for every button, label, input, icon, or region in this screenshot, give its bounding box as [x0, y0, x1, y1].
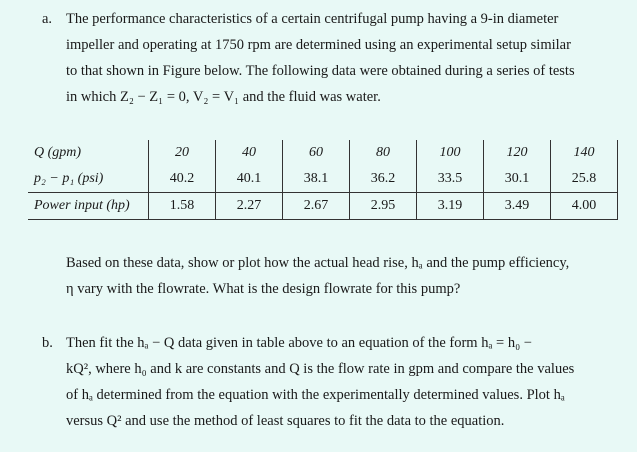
table-cell: 100 — [417, 140, 484, 166]
table-cell: 4.00 — [551, 193, 618, 220]
table-cell: 3.49 — [484, 193, 551, 220]
part-b-paragraph — [66, 330, 614, 434]
part-b-line: Then fit the hₐ − Q data given in table above to an equation of the form hₐ = h₀ − — [66, 335, 532, 351]
table-cell: 2.95 — [350, 193, 417, 220]
part-a-paragraph — [66, 6, 606, 110]
table-cell: 3.19 — [417, 193, 484, 220]
table-cell: 120 — [484, 140, 551, 166]
table-cell: 20 — [149, 140, 216, 166]
table-cell: 2.67 — [283, 193, 350, 220]
table-cell: 38.1 — [283, 166, 350, 193]
part-a-marker: a. — [42, 11, 53, 27]
table-cell: 40 — [216, 140, 283, 166]
table-row-pressure — [28, 166, 618, 193]
row-header-power: Power input (hp) — [28, 193, 149, 220]
question-line: Based on these data, show or plot how the actual head rise, hₐ and the pump efficiency, — [66, 255, 570, 271]
part-b-line: versus Q² and use the method of least squares to fit the data to the equation. — [66, 413, 505, 429]
table-row-power — [28, 193, 618, 220]
table-cell: 60 — [283, 140, 350, 166]
question-line: η vary with the flowrate. What is the design flowrate for this pump? — [66, 281, 461, 297]
part-a-line: The performance characteristics of a certain centrifugal pump having a 9-in diameter — [66, 11, 559, 27]
table-cell: 2.27 — [216, 193, 283, 220]
pump-data-table — [28, 140, 618, 220]
part-b-line: kQ², where h₀ and k are constants and Q is the flow rate in gpm and compare the values — [66, 361, 575, 377]
table-cell: 80 — [350, 140, 417, 166]
question-paragraph — [66, 250, 614, 302]
table-cell: 30.1 — [484, 166, 551, 193]
table-row-q — [28, 140, 618, 166]
table-cell: 25.8 — [551, 166, 618, 193]
part-b-line: of hₐ determined from the equation with the experimentally determined values. Plot hₐ — [66, 387, 565, 403]
part-b-marker: b. — [42, 335, 53, 351]
part-a-line: impeller and operating at 1750 rpm are determined using an experimental setup similar — [66, 37, 571, 53]
table-cell: 40.1 — [216, 166, 283, 193]
part-a-line: in which Z₂ − Z₁ = 0, V₂ = V₁ and the fluid was water. — [66, 89, 381, 105]
table-cell: 36.2 — [350, 166, 417, 193]
table-cell: 33.5 — [417, 166, 484, 193]
row-header-q: Q (gpm) — [28, 140, 149, 166]
row-header-pressure: p₂ − p₁ (psi) — [28, 166, 149, 193]
table-cell: 40.2 — [149, 166, 216, 193]
part-a-line: to that shown in Figure below. The following data were obtained during a series of tests — [66, 63, 575, 79]
table-cell: 140 — [551, 140, 618, 166]
table-cell: 1.58 — [149, 193, 216, 220]
